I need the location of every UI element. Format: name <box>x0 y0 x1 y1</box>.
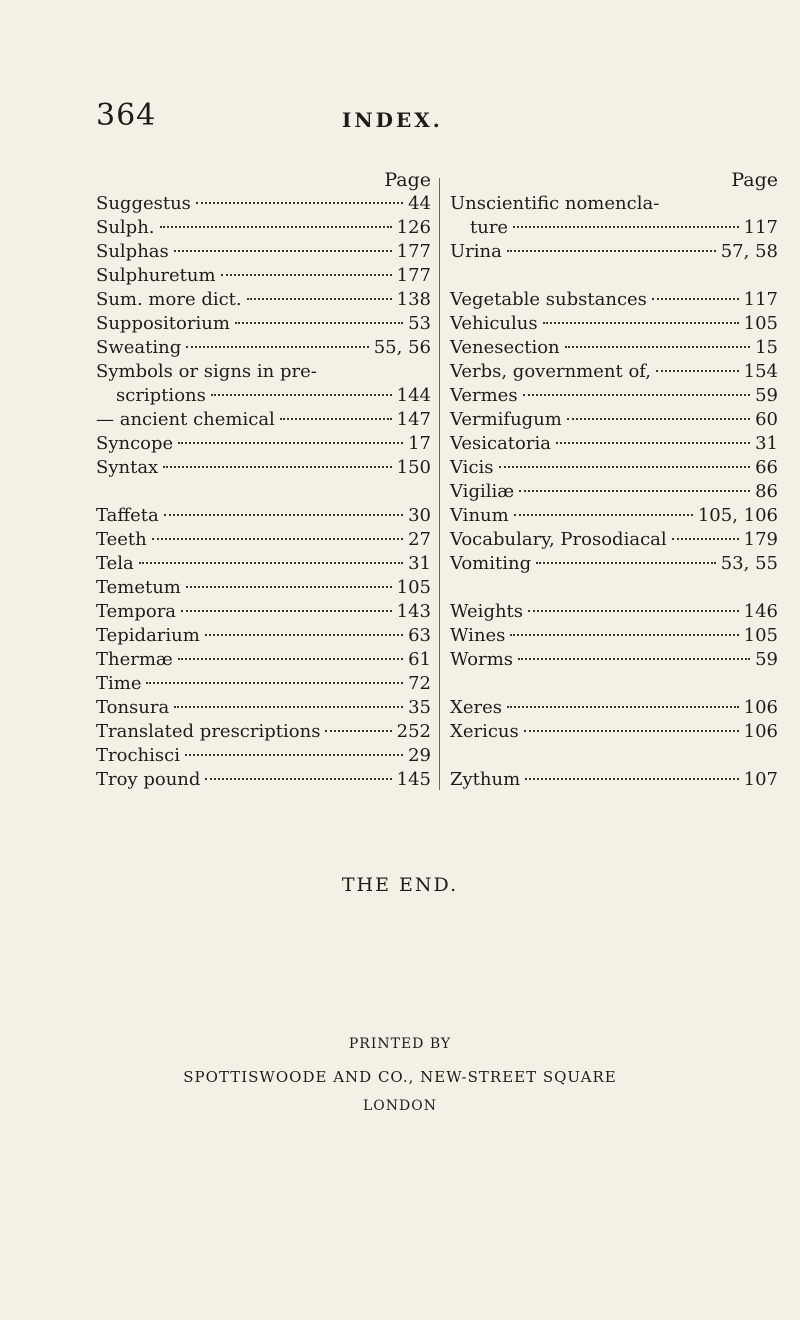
entry-term: Vermes <box>450 385 518 406</box>
entry-term: Suggestus <box>96 193 191 214</box>
entry-pages: 146 <box>743 601 778 622</box>
entry-pages: 126 <box>396 217 431 238</box>
leader-dots <box>519 490 750 492</box>
entry-term: Worms <box>450 649 514 670</box>
leader-dots <box>499 466 751 468</box>
column-heading: Page <box>384 169 431 191</box>
leader-dots <box>139 562 403 564</box>
entry-term: Translated prescriptions <box>96 721 321 742</box>
leader-dots <box>196 202 403 204</box>
entry-term: Xericus <box>450 721 519 742</box>
index-entry <box>450 720 778 744</box>
leader-dots <box>186 346 369 348</box>
letter-gap <box>450 744 778 768</box>
index-entry <box>96 264 431 288</box>
entry-term: — ancient chemical <box>96 409 275 430</box>
index-entry <box>96 744 431 768</box>
index-entry <box>96 768 431 792</box>
index-entry <box>96 720 431 744</box>
index-entry <box>96 696 431 720</box>
entry-term: Venesection <box>450 337 560 358</box>
index-entry <box>450 192 778 216</box>
entry-pages: 105 <box>743 313 778 334</box>
index-entry <box>96 624 431 648</box>
entry-term: Vigiliæ <box>450 481 515 502</box>
entry-pages: 147 <box>396 409 431 430</box>
entry-pages: 35 <box>408 697 431 718</box>
entry-term: Vocabulary, Prosodiacal <box>450 529 667 550</box>
entry-term: Temetum <box>96 577 181 598</box>
entry-term: Taffeta <box>96 505 159 526</box>
leader-dots <box>567 418 750 420</box>
entry-term: scriptions <box>116 385 206 406</box>
entry-term: Tela <box>96 553 134 574</box>
index-entry <box>450 480 778 504</box>
entry-pages: 44 <box>408 193 431 214</box>
leader-dots <box>525 778 738 780</box>
letter-gap <box>450 264 778 288</box>
entry-pages: 60 <box>755 409 778 430</box>
entry-pages: 177 <box>396 265 431 286</box>
entry-pages: 117 <box>743 217 778 238</box>
index-entry <box>96 192 431 216</box>
index-entry <box>96 408 431 432</box>
entry-term: Xeres <box>450 697 502 718</box>
index-entry <box>450 456 778 480</box>
leader-dots <box>186 586 392 588</box>
index-entry <box>96 648 431 672</box>
entry-pages: 179 <box>743 529 778 550</box>
entry-term: Wines <box>450 625 506 646</box>
leader-dots <box>152 538 403 540</box>
entry-pages: 72 <box>408 673 431 694</box>
index-entry <box>450 312 778 336</box>
entry-term: Vomiting <box>450 553 532 574</box>
entry-pages: 53, 55 <box>720 553 778 574</box>
index-entry <box>450 552 778 576</box>
leader-dots <box>523 394 751 396</box>
entry-term: Sweating <box>96 337 182 358</box>
leader-dots <box>205 778 391 780</box>
entry-pages: 29 <box>408 745 431 766</box>
index-entry <box>450 696 778 720</box>
leader-dots <box>536 562 716 564</box>
entry-term: Verbs, government of, <box>450 361 652 382</box>
index-entry <box>96 504 431 528</box>
leader-dots <box>528 610 739 612</box>
entry-pages: 138 <box>396 289 431 310</box>
entry-term: Thermæ <box>96 649 173 670</box>
entry-term: Suppositorium <box>96 313 230 334</box>
entry-term: Time <box>96 673 142 694</box>
index-entry <box>96 576 431 600</box>
index-entry <box>96 672 431 696</box>
index-entry <box>450 288 778 312</box>
entry-term: Vesicatoria <box>450 433 551 454</box>
entry-term: Vermifugum <box>450 409 562 430</box>
index-entry <box>450 384 778 408</box>
entry-pages: 59 <box>755 649 778 670</box>
leader-dots <box>211 394 392 396</box>
leader-dots <box>221 274 392 276</box>
entry-pages: 53 <box>408 313 431 334</box>
entry-pages: 154 <box>743 361 778 382</box>
index-entry <box>450 648 778 672</box>
entry-pages: 31 <box>408 553 431 574</box>
leader-dots <box>556 442 750 444</box>
index-entry <box>96 384 431 408</box>
entry-term: Vegetable substances <box>450 289 647 310</box>
entry-pages: 59 <box>755 385 778 406</box>
entry-term: Sulphas <box>96 241 169 262</box>
leader-dots <box>160 226 392 228</box>
index-entry <box>450 240 778 264</box>
index-entry <box>450 216 778 240</box>
printer-name: SPOTTISWOODE AND CO., NEW-STREET SQUARE <box>183 1068 617 1086</box>
index-column-right <box>450 168 778 792</box>
entry-pages: 27 <box>408 529 431 550</box>
index-entry <box>96 600 431 624</box>
leader-dots <box>178 442 403 444</box>
entry-term: Unscientific nomencla- <box>450 193 660 214</box>
the-end: THE END. <box>341 874 459 896</box>
column-heading: Page <box>731 169 778 191</box>
entry-term: Zythum <box>450 769 521 790</box>
leader-dots <box>205 634 403 636</box>
leader-dots <box>656 370 739 372</box>
leader-dots <box>164 514 403 516</box>
entry-pages: 30 <box>408 505 431 526</box>
index-entry <box>450 432 778 456</box>
entry-term: Tonsura <box>96 697 170 718</box>
index-entry <box>450 768 778 792</box>
entry-pages: 107 <box>743 769 778 790</box>
entry-pages: 15 <box>755 337 778 358</box>
index-column-left <box>96 168 431 792</box>
entry-term: Tepidarium <box>96 625 200 646</box>
leader-dots <box>507 250 716 252</box>
leader-dots <box>524 730 739 732</box>
entry-term: Sum. more dict. <box>96 289 242 310</box>
index-entry <box>450 360 778 384</box>
entry-pages: 105, 106 <box>697 505 778 526</box>
leader-dots <box>672 538 739 540</box>
entry-term: Weights <box>450 601 524 622</box>
entry-pages: 177 <box>396 241 431 262</box>
leader-dots <box>652 298 739 300</box>
entry-term: Teeth <box>96 529 147 550</box>
leader-dots <box>181 610 392 612</box>
leader-dots <box>518 658 750 660</box>
entry-pages: 61 <box>408 649 431 670</box>
entry-pages: 106 <box>743 697 778 718</box>
printer-city: LONDON <box>363 1098 437 1114</box>
entry-term: Syntax <box>96 457 159 478</box>
entry-pages: 31 <box>755 433 778 454</box>
entry-term: Symbols or signs in pre- <box>96 361 317 382</box>
leader-dots <box>178 658 403 660</box>
index-entry <box>96 216 431 240</box>
entry-pages: 144 <box>396 385 431 406</box>
leader-dots <box>163 466 391 468</box>
index-entry <box>450 408 778 432</box>
leader-dots <box>174 250 392 252</box>
entry-pages: 17 <box>408 433 431 454</box>
entry-term: Syncope <box>96 433 174 454</box>
letter-gap <box>450 576 778 600</box>
index-entry <box>450 504 778 528</box>
entry-term: Vehiculus <box>450 313 538 334</box>
entry-pages: 145 <box>396 769 431 790</box>
entry-pages: 63 <box>408 625 431 646</box>
column-divider <box>439 178 440 790</box>
index-entry <box>96 240 431 264</box>
letter-gap <box>96 480 431 504</box>
leader-dots <box>174 706 403 708</box>
index-entry <box>450 336 778 360</box>
entry-pages: 150 <box>396 457 431 478</box>
entry-pages: 105 <box>396 577 431 598</box>
index-entry <box>450 624 778 648</box>
leader-dots <box>510 634 738 636</box>
page-number: 364 <box>96 98 157 133</box>
entry-term: Vicis <box>450 457 494 478</box>
index-entry <box>96 456 431 480</box>
index-entry <box>96 312 431 336</box>
entry-pages: 57, 58 <box>720 241 778 262</box>
printed-by-line: PRINTED BY <box>348 1036 452 1052</box>
leader-dots <box>185 754 403 756</box>
index-entry <box>96 528 431 552</box>
entry-pages: 105 <box>743 625 778 646</box>
index-entry <box>96 288 431 312</box>
leader-dots <box>247 298 392 300</box>
index-entry <box>450 600 778 624</box>
leader-dots <box>507 706 739 708</box>
index-entry <box>96 360 431 384</box>
entry-term: Sulphuretum <box>96 265 216 286</box>
entry-pages: 106 <box>743 721 778 742</box>
entry-term: Vinum <box>450 505 509 526</box>
index-entry <box>450 528 778 552</box>
running-head: INDEX. <box>342 108 443 132</box>
leader-dots <box>543 322 739 324</box>
entry-pages: 117 <box>743 289 778 310</box>
entry-pages: 252 <box>396 721 431 742</box>
entry-pages: 66 <box>755 457 778 478</box>
entry-pages: 55, 56 <box>373 337 431 358</box>
leader-dots <box>235 322 403 324</box>
entry-term: ture <box>470 217 509 238</box>
entry-pages: 143 <box>396 601 431 622</box>
leader-dots <box>280 418 392 420</box>
index-entry <box>96 336 431 360</box>
leader-dots <box>325 730 391 732</box>
leader-dots <box>146 682 403 684</box>
index-entry <box>96 552 431 576</box>
leader-dots <box>514 514 693 516</box>
index-entry <box>96 432 431 456</box>
entry-term: Troy pound <box>96 769 201 790</box>
entry-term: Sulph. <box>96 217 155 238</box>
entry-term: Tempora <box>96 601 177 622</box>
entry-pages: 86 <box>755 481 778 502</box>
letter-gap <box>450 672 778 696</box>
entry-term: Urina <box>450 241 502 262</box>
entry-term: Trochisci <box>96 745 180 766</box>
leader-dots <box>565 346 750 348</box>
leader-dots <box>513 226 739 228</box>
